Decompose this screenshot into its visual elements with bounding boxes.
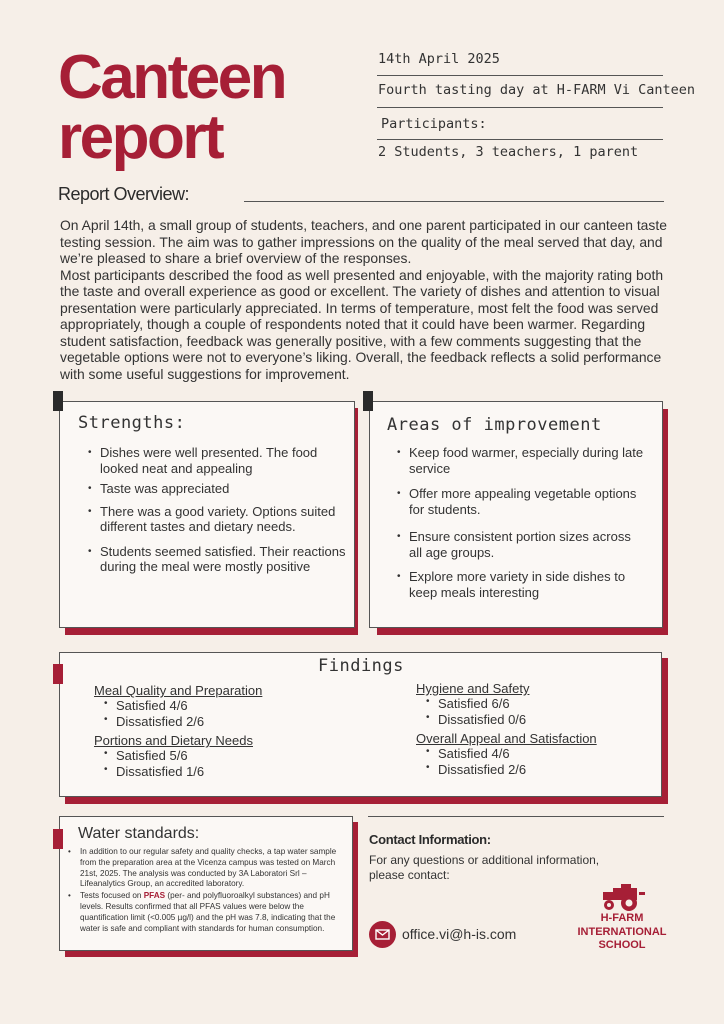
list-item: • There was a good variety. Options suited different tastes and dietary needs. (88, 504, 346, 535)
list-item (68, 891, 352, 934)
overview-heading: Report Overview: (58, 184, 190, 204)
findings-dissatisfied: • Dissatisfied 2/6 (426, 762, 526, 777)
findings-satisfied: • Satisfied 5/6 (104, 748, 188, 763)
findings-satisfied: • Satisfied 4/6 (426, 746, 510, 761)
logo-line: INTERNATIONAL (577, 925, 667, 938)
water-list (68, 847, 352, 935)
findings-dissatisfied: • Dissatisfied 2/6 (104, 714, 204, 729)
title-line-1: Canteen (58, 43, 286, 112)
findings-group-heading: Overall Appeal and Satisfaction (416, 731, 597, 746)
page-title (58, 43, 286, 172)
list-item: • Keep food warmer, especially during late service (397, 445, 647, 476)
report-date: 14th April 2025 (378, 51, 500, 67)
improvements-list (397, 445, 647, 600)
overview-divider (244, 201, 664, 202)
contact-heading: Contact Information: (369, 832, 491, 847)
findings-dissatisfied: • Dissatisfied 1/6 (104, 764, 204, 779)
participants-label: Participants: (381, 116, 487, 132)
findings-title: Findings (318, 656, 404, 676)
water-text: (per- and polyfluoroalkyl substances) and pH levels. Results confirmed that all PFAS values were below the quantification limit (<0.005 µg/l) and the pH was 7.8, indicating that the water is safe and compliant with standards for human consumption. (80, 891, 336, 933)
card-tab (53, 391, 63, 411)
contact-email[interactable]: office.vi@h-is.com (402, 926, 517, 942)
contact-text: For any questions or additional information, please contact: (369, 853, 600, 882)
list-item: • Offer more appealing vegetable options for students. (397, 486, 647, 517)
findings-group-heading: Meal Quality and Preparation (94, 683, 263, 698)
findings-group-heading: Portions and Dietary Needs (94, 733, 253, 748)
list-item: • Taste was appreciated (88, 481, 346, 497)
mail-icon (369, 921, 396, 948)
card-tab (53, 664, 63, 684)
findings-satisfied: • Satisfied 4/6 (104, 698, 188, 713)
list-item: • Explore more variety in side dishes to keep meals interesting (397, 569, 647, 600)
card-tab (363, 391, 373, 411)
participants-value: 2 Students, 3 teachers, 1 parent (378, 144, 639, 160)
title-line-2: report (58, 103, 223, 172)
findings-satisfied: • Satisfied 6/6 (426, 696, 510, 711)
list-item: • In addition to our regular safety and quality checks, a tap water sample from the preparation area at the Vicenza campus was tested on March 21st, 2025. The analysis was conducted by 3A Laboratori Srl – Lifeanalytics Group, an accredited laboratory. (68, 847, 352, 890)
school-logo (566, 912, 678, 953)
list-item: • Ensure consistent portion sizes across all age groups. (397, 529, 647, 560)
findings-dissatisfied: • Dissatisfied 0/6 (426, 712, 526, 727)
list-item: • Dishes were well presented. The food looked neat and appealing (88, 445, 346, 476)
pfas-term: PFAS (143, 891, 166, 901)
header-divider (377, 139, 663, 140)
water-text: Tests focused on (80, 891, 144, 901)
card-tab (53, 829, 63, 849)
water-title: Water standards: (78, 825, 200, 842)
contact-divider (368, 816, 664, 817)
logo-line: SCHOOL (598, 939, 646, 951)
logo-line: H-FARM (600, 912, 644, 924)
overview-paragraph: On April 14th, a small group of students, teachers, and one parent participated in our canteen taste testing session. The aim was to gather impressions on the quality of the meal served that day, and we’re pleased to share a brief overview of the responses. (60, 217, 667, 266)
event-description: Fourth tasting day at H-FARM Vi Canteen (378, 82, 695, 98)
header-divider (377, 107, 663, 108)
findings-group-heading: Hygiene and Safety (416, 681, 530, 696)
header-divider (377, 75, 663, 76)
strengths-title: Strengths: (78, 413, 186, 433)
list-item: • Students seemed satisfied. Their reactions during the meal were mostly positive (88, 544, 346, 575)
overview-text (60, 217, 668, 382)
tractor-icon (599, 883, 647, 913)
overview-paragraph: Most participants described the food as well presented and enjoyable, with the majority rating both the taste and overall experience as good or excellent. The variety of dishes and attention to visual presentation were particularly appreciated. In terms of temperature, most felt the food was served appropriately, though a couple of respondents noted that it could have been warmer. Regarding student satisfaction, feedback was generally positive, with a few comments suggesting that the vegetable options were not to everyone’s liking. Overall, the feedback reflects a solid performance with some useful suggestions for improvement. (60, 266, 664, 382)
strengths-list (88, 445, 346, 575)
improvements-title: Areas of improvement (387, 415, 602, 435)
